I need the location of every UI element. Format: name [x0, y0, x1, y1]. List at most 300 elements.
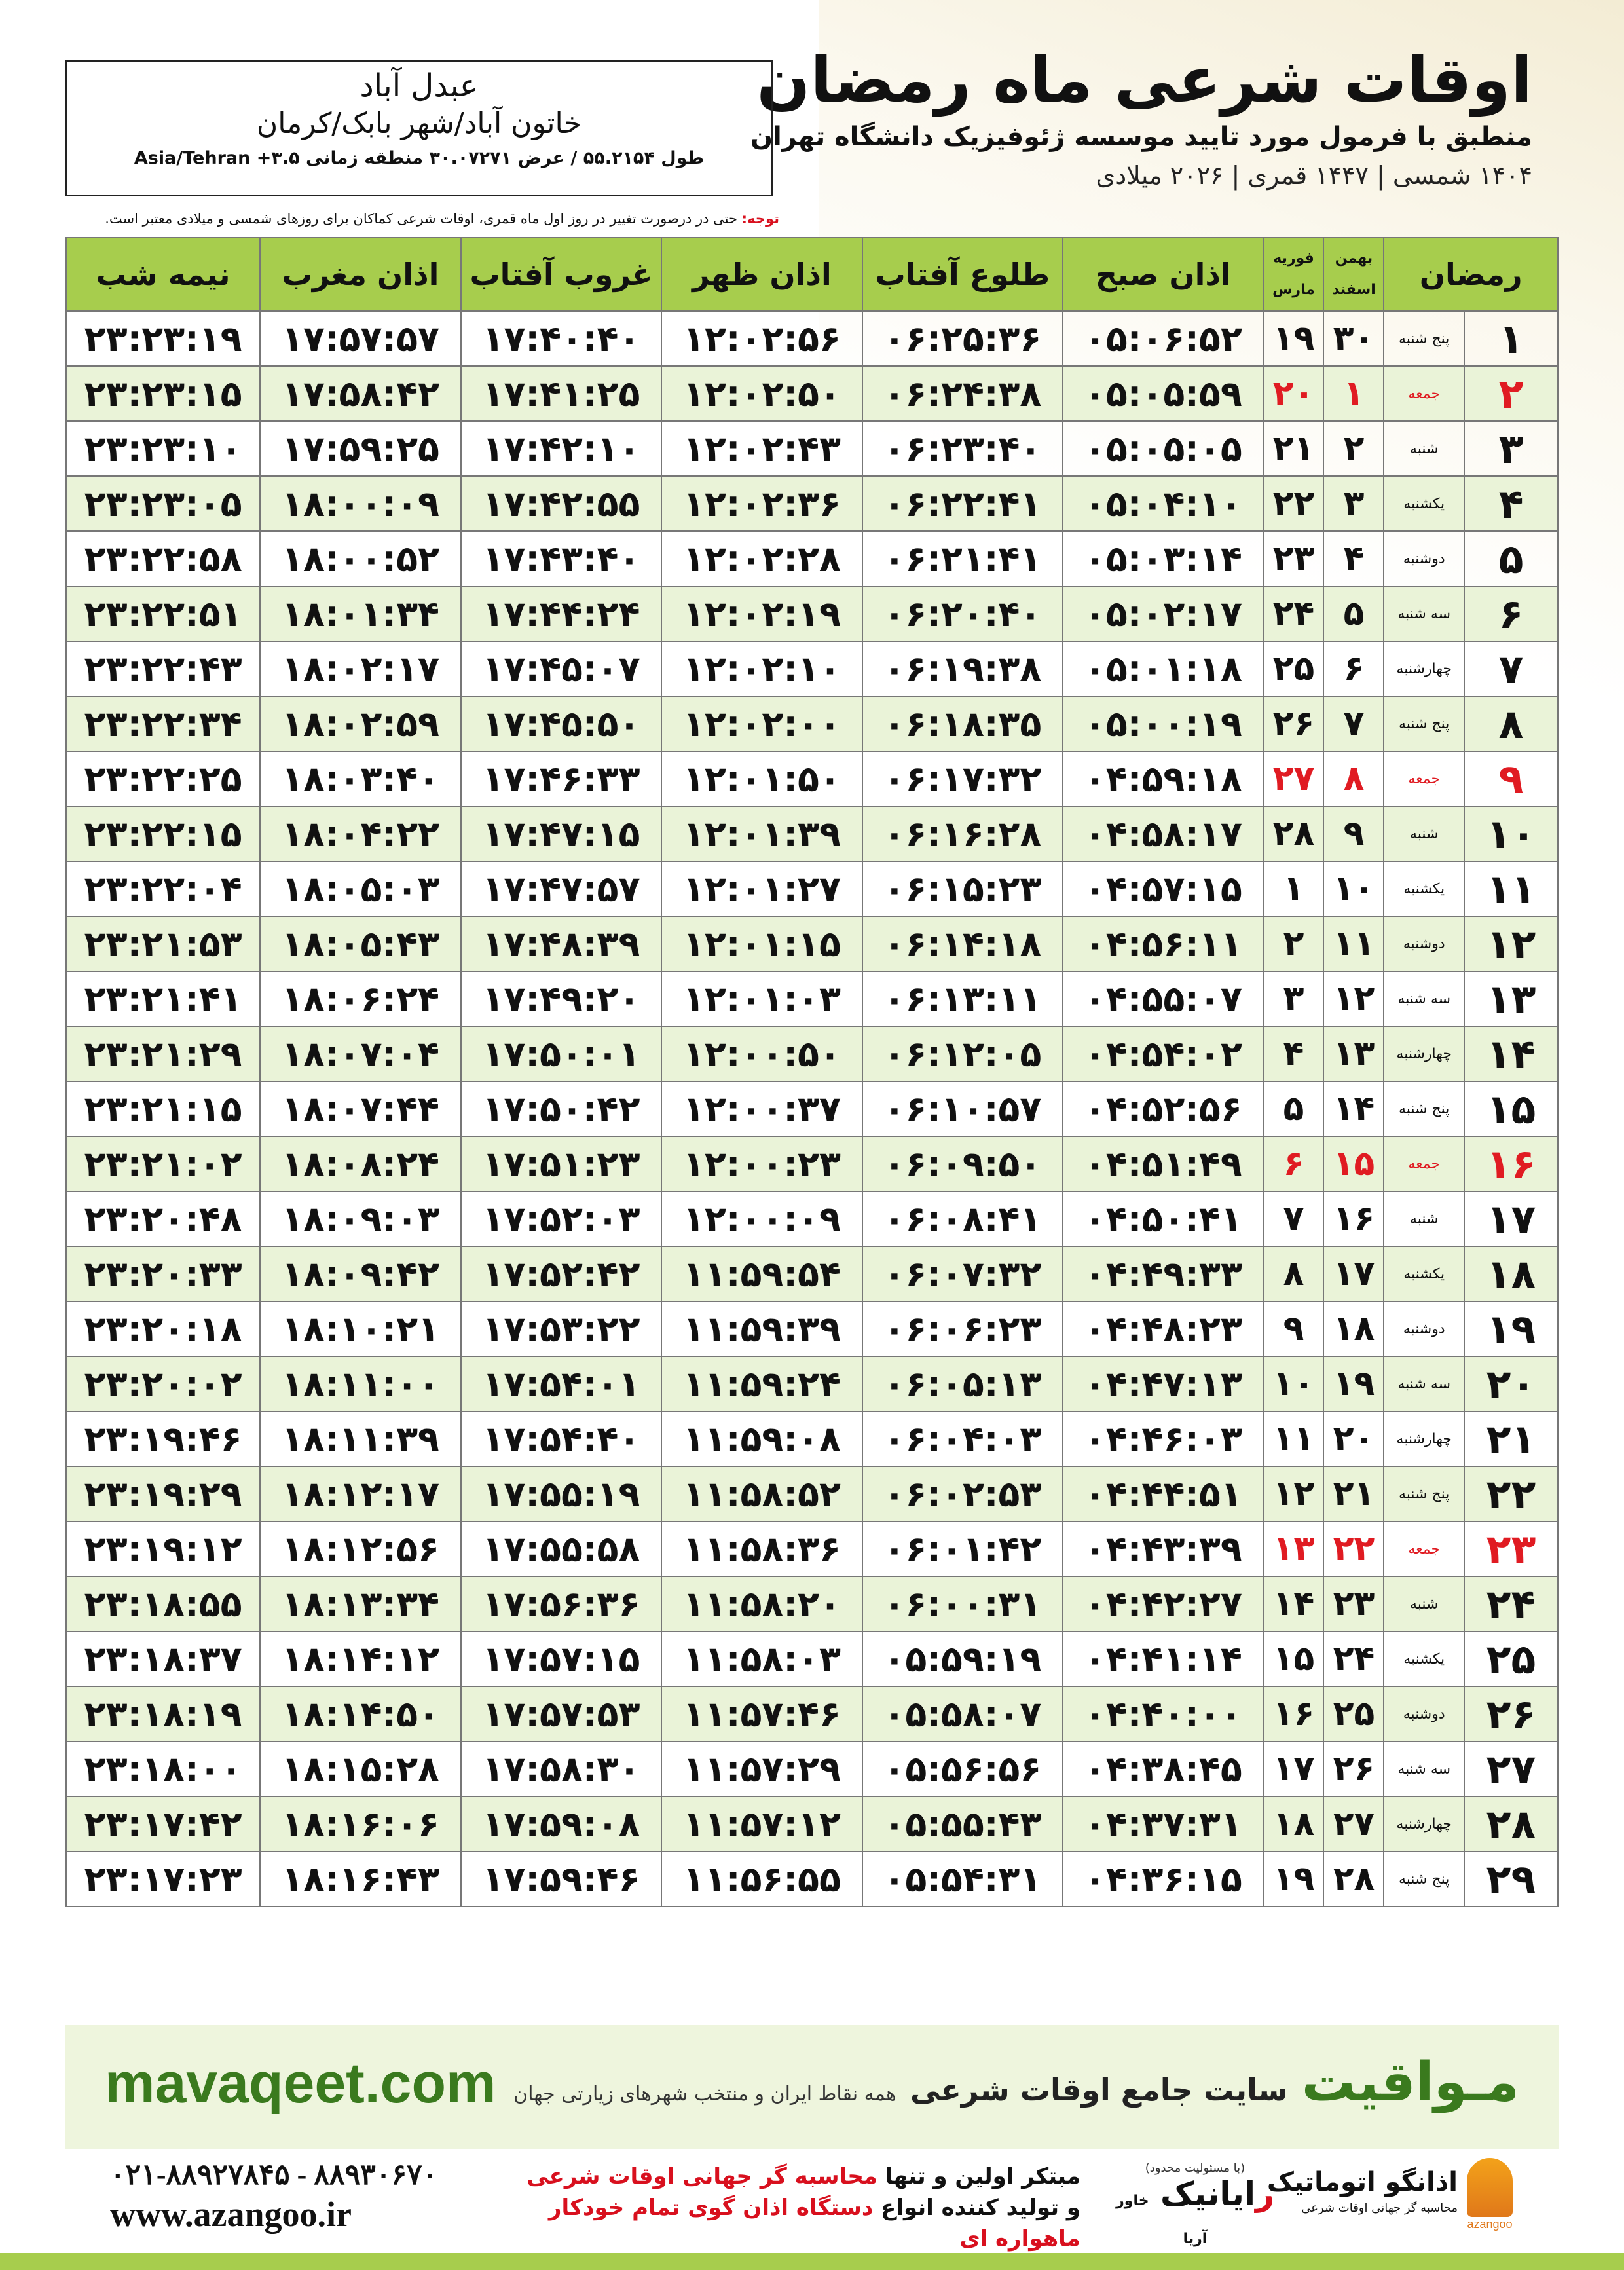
day-cell: ۸ — [1464, 696, 1558, 751]
table-row — [66, 971, 1558, 1026]
solar-date-cell: ۹ — [1323, 806, 1384, 861]
fajr-time-cell: ۰۴:۳۷:۳۱ — [1063, 1796, 1263, 1851]
table-row — [66, 1851, 1558, 1907]
table-row — [66, 1411, 1558, 1466]
fajr-time-cell: ۰۴:۴۲:۲۷ — [1063, 1576, 1263, 1631]
day-cell: ۲ — [1464, 366, 1558, 421]
weekday-cell: چهارشنبه — [1384, 641, 1464, 696]
dhuhr-time-cell: ۱۲:۰۱:۱۵ — [661, 916, 862, 971]
day-cell: ۱۲ — [1464, 916, 1558, 971]
bottom-stripe — [0, 2253, 1624, 2270]
maghrib-time-cell: ۱۷:۵۸:۴۲ — [260, 366, 460, 421]
azangoo-name: اذانگو اتوماتیک — [1266, 2167, 1458, 2197]
fajr-time-cell: ۰۵:۰۵:۰۵ — [1063, 421, 1263, 476]
dhuhr-time-cell: ۱۱:۵۷:۴۶ — [661, 1686, 862, 1741]
midnight-time-cell: ۲۳:۲۲:۵۱ — [66, 586, 260, 641]
sunset-time-cell: ۱۷:۴۲:۱۰ — [461, 421, 661, 476]
midnight-time-cell: ۲۳:۲۲:۳۴ — [66, 696, 260, 751]
header-bahman: بهمن — [1335, 250, 1373, 267]
fajr-time-cell: ۰۴:۵۷:۱۵ — [1063, 861, 1263, 916]
table-body — [66, 311, 1558, 1907]
notice-label: توجه: — [741, 211, 779, 227]
gregorian-date-cell: ۵ — [1264, 1081, 1324, 1136]
footer-banner — [65, 2025, 1559, 2149]
maghrib-time-cell: ۱۸:۰۵:۴۳ — [260, 916, 460, 971]
sunset-time-cell: ۱۷:۴۷:۱۵ — [461, 806, 661, 861]
day-cell: ۲۹ — [1464, 1851, 1558, 1907]
gregorian-date-cell: ۲۳ — [1264, 531, 1324, 586]
weekday-cell: پنج شنبه — [1384, 1466, 1464, 1521]
solar-date-cell: ۷ — [1323, 696, 1384, 751]
gregorian-date-cell: ۸ — [1264, 1246, 1324, 1301]
gregorian-date-cell: ۶ — [1264, 1136, 1324, 1191]
maghrib-time-cell: ۱۸:۱۰:۲۱ — [260, 1301, 460, 1356]
weekday-cell: چهارشنبه — [1384, 1026, 1464, 1081]
fajr-time-cell: ۰۴:۵۴:۰۲ — [1063, 1026, 1263, 1081]
gregorian-date-cell: ۲۸ — [1264, 806, 1324, 861]
midnight-time-cell: ۲۳:۲۲:۰۴ — [66, 861, 260, 916]
solar-date-cell: ۲۵ — [1323, 1686, 1384, 1741]
table-header-row — [66, 238, 1558, 311]
midnight-time-cell: ۲۳:۲۱:۱۵ — [66, 1081, 260, 1136]
table-row — [66, 1081, 1558, 1136]
day-cell: ۷ — [1464, 641, 1558, 696]
solar-date-cell: ۲۸ — [1323, 1851, 1384, 1907]
maghrib-time-cell: ۱۸:۱۵:۲۸ — [260, 1741, 460, 1796]
fajr-time-cell: ۰۴:۴۰:۰۰ — [1063, 1686, 1263, 1741]
prayer-times-table — [65, 237, 1559, 1907]
maghrib-time-cell: ۱۸:۰۳:۴۰ — [260, 751, 460, 806]
rayanik-logo — [1113, 2161, 1277, 2247]
solar-date-cell: ۳۰ — [1323, 311, 1384, 366]
sunset-time-cell: ۱۷:۴۴:۲۴ — [461, 586, 661, 641]
notice-text: حتی در درصورت تغییر در روز اول ماه قمری، اوقات شرعی کماکان برای روزهای شمسی و میلادی معتبر است. — [105, 211, 742, 227]
day-cell: ۳ — [1464, 421, 1558, 476]
midnight-time-cell: ۲۳:۲۰:۳۳ — [66, 1246, 260, 1301]
maghrib-time-cell: ۱۸:۰۲:۵۹ — [260, 696, 460, 751]
solar-date-cell: ۲۶ — [1323, 1741, 1384, 1796]
dhuhr-time-cell: ۱۲:۰۱:۳۹ — [661, 806, 862, 861]
sunrise-time-cell: ۰۶:۰۱:۴۲ — [862, 1521, 1063, 1576]
header-maghrib: اذان مغرب — [260, 238, 460, 311]
solar-date-cell: ۲۳ — [1323, 1576, 1384, 1631]
table-row — [66, 1796, 1558, 1851]
table-row — [66, 421, 1558, 476]
midnight-time-cell: ۲۳:۲۰:۴۸ — [66, 1191, 260, 1246]
table-row — [66, 1136, 1558, 1191]
sunrise-time-cell: ۰۶:۰۴:۰۳ — [862, 1411, 1063, 1466]
maghrib-time-cell: ۱۸:۱۲:۱۷ — [260, 1466, 460, 1521]
fajr-time-cell: ۰۴:۵۹:۱۸ — [1063, 751, 1263, 806]
sunset-time-cell: ۱۷:۵۰:۴۲ — [461, 1081, 661, 1136]
sunrise-time-cell: ۰۶:۱۵:۲۳ — [862, 861, 1063, 916]
weekday-cell: دوشنبه — [1384, 916, 1464, 971]
title-block — [747, 43, 1532, 190]
gregorian-date-cell: ۹ — [1264, 1301, 1324, 1356]
sunrise-time-cell: ۰۶:۲۴:۳۸ — [862, 366, 1063, 421]
fajr-time-cell: ۰۴:۴۴:۵۱ — [1063, 1466, 1263, 1521]
brand-name: مـواقیت — [1301, 2051, 1519, 2113]
maghrib-time-cell: ۱۸:۰۵:۰۳ — [260, 861, 460, 916]
table-row — [66, 531, 1558, 586]
midnight-time-cell: ۲۳:۱۸:۵۵ — [66, 1576, 260, 1631]
location-coords: طول ۵۵.۲۱۵۴ / عرض ۳۰.۰۷۲۷۱ منطقه زمانی ۳.۵+ Asia/Tehran — [134, 148, 705, 168]
solar-date-cell: ۱۳ — [1323, 1026, 1384, 1081]
maghrib-time-cell: ۱۸:۰۱:۳۴ — [260, 586, 460, 641]
maghrib-time-cell: ۱۷:۵۷:۵۷ — [260, 311, 460, 366]
maghrib-time-cell: ۱۸:۱۱:۰۰ — [260, 1356, 460, 1411]
sunset-time-cell: ۱۷:۴۷:۵۷ — [461, 861, 661, 916]
midnight-time-cell: ۲۳:۲۳:۱۰ — [66, 421, 260, 476]
sunrise-time-cell: ۰۵:۵۶:۵۶ — [862, 1741, 1063, 1796]
solar-date-cell: ۲۰ — [1323, 1411, 1384, 1466]
weekday-cell: جمعه — [1384, 1521, 1464, 1576]
weekday-cell: شنبه — [1384, 806, 1464, 861]
dhuhr-time-cell: ۱۱:۵۷:۲۹ — [661, 1741, 862, 1796]
table-row — [66, 751, 1558, 806]
gregorian-date-cell: ۱۷ — [1264, 1741, 1324, 1796]
fajr-time-cell: ۰۵:۰۶:۵۲ — [1063, 311, 1263, 366]
solar-date-cell: ۲۱ — [1323, 1466, 1384, 1521]
site-brand — [513, 2051, 1519, 2113]
table-row — [66, 696, 1558, 751]
header-solar-month — [1323, 238, 1384, 311]
day-cell: ۲۱ — [1464, 1411, 1558, 1466]
rayanik-tag: (با مسئولیت محدود) — [1145, 2161, 1246, 2175]
gregorian-date-cell: ۲۲ — [1264, 476, 1324, 531]
solar-date-cell: ۱۷ — [1323, 1246, 1384, 1301]
dhuhr-time-cell: ۱۱:۵۶:۵۵ — [661, 1851, 862, 1907]
sunrise-time-cell: ۰۶:۰۰:۳۱ — [862, 1576, 1063, 1631]
sunrise-time-cell: ۰۶:۲۵:۳۶ — [862, 311, 1063, 366]
sunset-time-cell: ۱۷:۴۵:۵۰ — [461, 696, 661, 751]
fajr-time-cell: ۰۵:۰۰:۱۹ — [1063, 696, 1263, 751]
location-box — [65, 60, 773, 196]
maghrib-time-cell: ۱۸:۱۶:۴۳ — [260, 1851, 460, 1907]
sunrise-time-cell: ۰۵:۵۴:۳۱ — [862, 1851, 1063, 1907]
day-cell: ۲۲ — [1464, 1466, 1558, 1521]
solar-date-cell: ۱۴ — [1323, 1081, 1384, 1136]
sunset-time-cell: ۱۷:۴۰:۴۰ — [461, 311, 661, 366]
site-url-link[interactable]: mavaqeet.com — [105, 2052, 496, 2115]
midnight-time-cell: ۲۳:۱۷:۴۲ — [66, 1796, 260, 1851]
table-row — [66, 1301, 1558, 1356]
day-cell: ۶ — [1464, 586, 1558, 641]
dhuhr-time-cell: ۱۱:۵۸:۰۳ — [661, 1631, 862, 1686]
maghrib-time-cell: ۱۸:۱۴:۱۲ — [260, 1631, 460, 1686]
gregorian-date-cell: ۱۶ — [1264, 1686, 1324, 1741]
fajr-time-cell: ۰۴:۵۱:۴۹ — [1063, 1136, 1263, 1191]
sunset-time-cell: ۱۷:۵۰:۰۱ — [461, 1026, 661, 1081]
maghrib-time-cell: ۱۷:۵۹:۲۵ — [260, 421, 460, 476]
table-row — [66, 916, 1558, 971]
maghrib-time-cell: ۱۸:۰۷:۰۴ — [260, 1026, 460, 1081]
sunset-time-cell: ۱۷:۴۹:۲۰ — [461, 971, 661, 1026]
gregorian-date-cell: ۱۴ — [1264, 1576, 1324, 1631]
weekday-cell: جمعه — [1384, 751, 1464, 806]
maghrib-time-cell: ۱۸:۰۹:۴۲ — [260, 1246, 460, 1301]
midnight-time-cell: ۲۳:۲۱:۴۱ — [66, 971, 260, 1026]
day-cell: ۹ — [1464, 751, 1558, 806]
weekday-cell: یکشنبه — [1384, 1246, 1464, 1301]
rayanik-sub: خاور آریا — [1116, 2193, 1208, 2247]
maghrib-time-cell: ۱۸:۱۳:۳۴ — [260, 1576, 460, 1631]
location-region: خاتون آباد/شهر بابک/کرمان — [256, 107, 582, 140]
day-cell: ۱۹ — [1464, 1301, 1558, 1356]
gregorian-date-cell: ۲۷ — [1264, 751, 1324, 806]
promo-line2-a: و تولید کننده انواع — [881, 2194, 1080, 2221]
weekday-cell: دوشنبه — [1384, 1301, 1464, 1356]
azangoo-tag: محاسبه گر جهانی اوقات شرعی — [1301, 2201, 1458, 2215]
gregorian-date-cell: ۱۱ — [1264, 1411, 1324, 1466]
header-sunset: غروب آفتاب — [461, 238, 661, 311]
sunset-time-cell: ۱۷:۴۵:۰۷ — [461, 641, 661, 696]
sunrise-time-cell: ۰۶:۰۲:۵۳ — [862, 1466, 1063, 1521]
dhuhr-time-cell: ۱۲:۰۲:۳۶ — [661, 476, 862, 531]
fajr-time-cell: ۰۴:۵۸:۱۷ — [1063, 806, 1263, 861]
solar-date-cell: ۲۲ — [1323, 1521, 1384, 1576]
table-row — [66, 861, 1558, 916]
weekday-cell: سه شنبه — [1384, 1356, 1464, 1411]
website-link[interactable]: www.azangoo.ir — [110, 2195, 352, 2234]
midnight-time-cell: ۲۳:۲۰:۰۲ — [66, 1356, 260, 1411]
maghrib-time-cell: ۱۸:۰۹:۰۳ — [260, 1191, 460, 1246]
solar-date-cell: ۱۸ — [1323, 1301, 1384, 1356]
dhuhr-time-cell: ۱۲:۰۰:۲۳ — [661, 1136, 862, 1191]
gregorian-date-cell: ۴ — [1264, 1026, 1324, 1081]
solar-date-cell: ۱ — [1323, 366, 1384, 421]
maghrib-time-cell: ۱۸:۰۴:۲۲ — [260, 806, 460, 861]
solar-date-cell: ۲۴ — [1323, 1631, 1384, 1686]
maghrib-time-cell: ۱۸:۱۴:۵۰ — [260, 1686, 460, 1741]
gregorian-date-cell: ۲۱ — [1264, 421, 1324, 476]
table-row — [66, 311, 1558, 366]
dhuhr-time-cell: ۱۲:۰۲:۵۶ — [661, 311, 862, 366]
midnight-time-cell: ۲۳:۲۱:۵۳ — [66, 916, 260, 971]
day-cell: ۵ — [1464, 531, 1558, 586]
fajr-time-cell: ۰۵:۰۲:۱۷ — [1063, 586, 1263, 641]
gregorian-date-cell: ۱۰ — [1264, 1356, 1324, 1411]
fajr-time-cell: ۰۴:۴۳:۳۹ — [1063, 1521, 1263, 1576]
gregorian-date-cell: ۲۶ — [1264, 696, 1324, 751]
promo-text — [491, 2161, 1080, 2255]
page-title: اوقات شرعی ماه رمضان — [756, 43, 1532, 117]
fajr-time-cell: ۰۵:۰۵:۵۹ — [1063, 366, 1263, 421]
dhuhr-time-cell: ۱۱:۵۹:۰۸ — [661, 1411, 862, 1466]
sunrise-time-cell: ۰۶:۱۹:۳۸ — [862, 641, 1063, 696]
promo-line1-b: محاسبه گر جهانی اوقات شرعی — [526, 2163, 877, 2189]
gregorian-date-cell: ۱ — [1264, 861, 1324, 916]
dhuhr-time-cell: ۱۱:۵۹:۳۹ — [661, 1301, 862, 1356]
rayanik-name: رایانیک خاور آریا — [1116, 2175, 1274, 2247]
table-row — [66, 1026, 1558, 1081]
weekday-cell: شنبه — [1384, 1576, 1464, 1631]
midnight-time-cell: ۲۳:۲۰:۱۸ — [66, 1301, 260, 1356]
fajr-time-cell: ۰۴:۳۶:۱۵ — [1063, 1851, 1263, 1907]
sunrise-time-cell: ۰۶:۰۹:۵۰ — [862, 1136, 1063, 1191]
solar-date-cell: ۱۶ — [1323, 1191, 1384, 1246]
sunrise-time-cell: ۰۵:۵۹:۱۹ — [862, 1631, 1063, 1686]
gregorian-date-cell: ۱۸ — [1264, 1796, 1324, 1851]
day-cell: ۲۳ — [1464, 1521, 1558, 1576]
sunrise-time-cell: ۰۵:۵۵:۴۳ — [862, 1796, 1063, 1851]
weekday-cell: یکشنبه — [1384, 1631, 1464, 1686]
day-cell: ۱ — [1464, 311, 1558, 366]
midnight-time-cell: ۲۳:۱۸:۳۷ — [66, 1631, 260, 1686]
day-cell: ۱۸ — [1464, 1246, 1558, 1301]
solar-date-cell: ۱۲ — [1323, 971, 1384, 1026]
dhuhr-time-cell: ۱۱:۵۸:۳۶ — [661, 1521, 862, 1576]
sunset-time-cell: ۱۷:۴۳:۴۰ — [461, 531, 661, 586]
fajr-time-cell: ۰۴:۵۰:۴۱ — [1063, 1191, 1263, 1246]
dhuhr-time-cell: ۱۱:۵۸:۵۲ — [661, 1466, 862, 1521]
sunrise-time-cell: ۰۶:۱۸:۳۵ — [862, 696, 1063, 751]
dhuhr-time-cell: ۱۲:۰۰:۳۷ — [661, 1081, 862, 1136]
midnight-time-cell: ۲۳:۲۲:۵۸ — [66, 531, 260, 586]
dhuhr-time-cell: ۱۲:۰۰:۰۹ — [661, 1191, 862, 1246]
midnight-time-cell: ۲۳:۲۱:۲۹ — [66, 1026, 260, 1081]
dhuhr-time-cell: ۱۲:۰۲:۱۰ — [661, 641, 862, 696]
day-cell: ۱۴ — [1464, 1026, 1558, 1081]
day-cell: ۴ — [1464, 476, 1558, 531]
fajr-time-cell: ۰۴:۴۷:۱۳ — [1063, 1356, 1263, 1411]
promo-line1-a: مبتکر اولین و تنها — [885, 2163, 1080, 2189]
midnight-time-cell: ۲۳:۱۷:۲۳ — [66, 1851, 260, 1907]
table-row — [66, 366, 1558, 421]
maghrib-time-cell: ۱۸:۰۲:۱۷ — [260, 641, 460, 696]
maghrib-time-cell: ۱۸:۱۲:۵۶ — [260, 1521, 460, 1576]
header-sunrise: طلوع آفتاب — [862, 238, 1063, 311]
day-cell: ۲۷ — [1464, 1741, 1558, 1796]
table-row — [66, 1191, 1558, 1246]
fajr-time-cell: ۰۴:۳۸:۴۵ — [1063, 1741, 1263, 1796]
table-row — [66, 586, 1558, 641]
table-row — [66, 1356, 1558, 1411]
weekday-cell: دوشنبه — [1384, 531, 1464, 586]
fajr-time-cell: ۰۴:۵۶:۱۱ — [1063, 916, 1263, 971]
day-cell: ۲۶ — [1464, 1686, 1558, 1741]
midnight-time-cell: ۲۳:۱۸:۰۰ — [66, 1741, 260, 1796]
day-cell: ۱۱ — [1464, 861, 1558, 916]
sunrise-time-cell: ۰۶:۱۴:۱۸ — [862, 916, 1063, 971]
solar-date-cell: ۱۱ — [1323, 916, 1384, 971]
sunrise-time-cell: ۰۶:۱۰:۵۷ — [862, 1081, 1063, 1136]
table-row — [66, 1246, 1558, 1301]
table-row — [66, 1686, 1558, 1741]
gregorian-date-cell: ۲۵ — [1264, 641, 1324, 696]
brand-slogan: سایت جامع اوقات شرعی — [910, 2072, 1288, 2108]
midnight-time-cell: ۲۳:۲۲:۲۵ — [66, 751, 260, 806]
sunset-time-cell: ۱۷:۵۶:۳۶ — [461, 1576, 661, 1631]
brand-scope: همه نقاط ایران و منتخب شهرهای زیارتی جهان — [513, 2083, 896, 2106]
fajr-time-cell: ۰۴:۵۵:۰۷ — [1063, 971, 1263, 1026]
sunset-time-cell: ۱۷:۵۹:۰۸ — [461, 1796, 661, 1851]
header-fajr: اذان صبح — [1063, 238, 1263, 311]
gregorian-date-cell: ۳ — [1264, 971, 1324, 1026]
day-cell: ۱۵ — [1464, 1081, 1558, 1136]
midnight-time-cell: ۲۳:۲۲:۱۵ — [66, 806, 260, 861]
fajr-time-cell: ۰۴:۴۸:۲۳ — [1063, 1301, 1263, 1356]
day-cell: ۱۷ — [1464, 1191, 1558, 1246]
solar-date-cell: ۱۰ — [1323, 861, 1384, 916]
sunrise-time-cell: ۰۶:۲۰:۴۰ — [862, 586, 1063, 641]
weekday-cell: جمعه — [1384, 366, 1464, 421]
header-midnight: نیمه شب — [66, 238, 260, 311]
weekday-cell: جمعه — [1384, 1136, 1464, 1191]
solar-date-cell: ۲۷ — [1323, 1796, 1384, 1851]
dhuhr-time-cell: ۱۱:۵۹:۲۴ — [661, 1356, 862, 1411]
header-february: فوریه — [1273, 250, 1314, 267]
fajr-time-cell: ۰۴:۴۹:۳۳ — [1063, 1246, 1263, 1301]
dhuhr-time-cell: ۱۲:۰۲:۱۹ — [661, 586, 862, 641]
weekday-cell: پنج شنبه — [1384, 1081, 1464, 1136]
phone-number: ۰۲۱-۸۸۹۲۷۸۴۵ - ۸۸۹۳۰۶۷۰ — [110, 2159, 438, 2191]
midnight-time-cell: ۲۳:۱۹:۲۹ — [66, 1466, 260, 1521]
sunset-time-cell: ۱۷:۵۱:۲۳ — [461, 1136, 661, 1191]
sunrise-time-cell: ۰۵:۵۸:۰۷ — [862, 1686, 1063, 1741]
table-row — [66, 641, 1558, 696]
gregorian-date-cell: ۱۲ — [1264, 1466, 1324, 1521]
midnight-time-cell: ۲۳:۱۸:۱۹ — [66, 1686, 260, 1741]
sunset-time-cell: ۱۷:۴۱:۲۵ — [461, 366, 661, 421]
weekday-cell: شنبه — [1384, 1191, 1464, 1246]
table-row — [66, 1521, 1558, 1576]
day-cell: ۱۰ — [1464, 806, 1558, 861]
day-cell: ۱۳ — [1464, 971, 1558, 1026]
year-line: ۱۴۰۴ شمسی | ۱۴۴۷ قمری | ۲۰۲۶ میلادی — [1096, 160, 1532, 190]
gregorian-date-cell: ۱۹ — [1264, 311, 1324, 366]
maghrib-time-cell: ۱۸:۰۰:۰۹ — [260, 476, 460, 531]
sunset-time-cell: ۱۷:۵۷:۱۵ — [461, 1631, 661, 1686]
sunset-time-cell: ۱۷:۵۷:۵۳ — [461, 1686, 661, 1741]
minaret-icon: azangoo — [1467, 2158, 1513, 2217]
maghrib-time-cell: ۱۸:۱۱:۳۹ — [260, 1411, 460, 1466]
sunset-time-cell: ۱۷:۵۴:۴۰ — [461, 1411, 661, 1466]
weekday-cell: پنج شنبه — [1384, 311, 1464, 366]
dhuhr-time-cell: ۱۱:۵۸:۲۰ — [661, 1576, 862, 1631]
midnight-time-cell: ۲۳:۲۳:۱۵ — [66, 366, 260, 421]
solar-date-cell: ۱۵ — [1323, 1136, 1384, 1191]
fajr-time-cell: ۰۵:۰۱:۱۸ — [1063, 641, 1263, 696]
dhuhr-time-cell: ۱۲:۰۱:۲۷ — [661, 861, 862, 916]
dhuhr-time-cell: ۱۲:۰۰:۵۰ — [661, 1026, 862, 1081]
gregorian-date-cell: ۲۰ — [1264, 366, 1324, 421]
dhuhr-time-cell: ۱۱:۵۹:۵۴ — [661, 1246, 862, 1301]
day-cell: ۲۵ — [1464, 1631, 1558, 1686]
sunset-time-cell: ۱۷:۵۸:۳۰ — [461, 1741, 661, 1796]
solar-date-cell: ۶ — [1323, 641, 1384, 696]
dhuhr-time-cell: ۱۲:۰۱:۵۰ — [661, 751, 862, 806]
header-esfand: اسفند — [1332, 282, 1376, 298]
sunset-time-cell: ۱۷:۵۵:۱۹ — [461, 1466, 661, 1521]
gregorian-date-cell: ۲۴ — [1264, 586, 1324, 641]
solar-date-cell: ۲ — [1323, 421, 1384, 476]
maghrib-time-cell: ۱۸:۰۶:۲۴ — [260, 971, 460, 1026]
weekday-cell: سه شنبه — [1384, 971, 1464, 1026]
midnight-time-cell: ۲۳:۲۲:۴۳ — [66, 641, 260, 696]
table-row — [66, 1466, 1558, 1521]
weekday-cell: دوشنبه — [1384, 1686, 1464, 1741]
header-dhuhr: اذان ظهر — [661, 238, 862, 311]
weekday-cell: پنج شنبه — [1384, 1851, 1464, 1907]
day-cell: ۱۶ — [1464, 1136, 1558, 1191]
fajr-time-cell: ۰۴:۵۲:۵۶ — [1063, 1081, 1263, 1136]
maghrib-time-cell: ۱۸:۰۸:۲۴ — [260, 1136, 460, 1191]
day-cell: ۲۴ — [1464, 1576, 1558, 1631]
sunrise-time-cell: ۰۶:۱۷:۳۲ — [862, 751, 1063, 806]
weekday-cell: سه شنبه — [1384, 1741, 1464, 1796]
sunrise-time-cell: ۰۶:۱۶:۲۸ — [862, 806, 1063, 861]
